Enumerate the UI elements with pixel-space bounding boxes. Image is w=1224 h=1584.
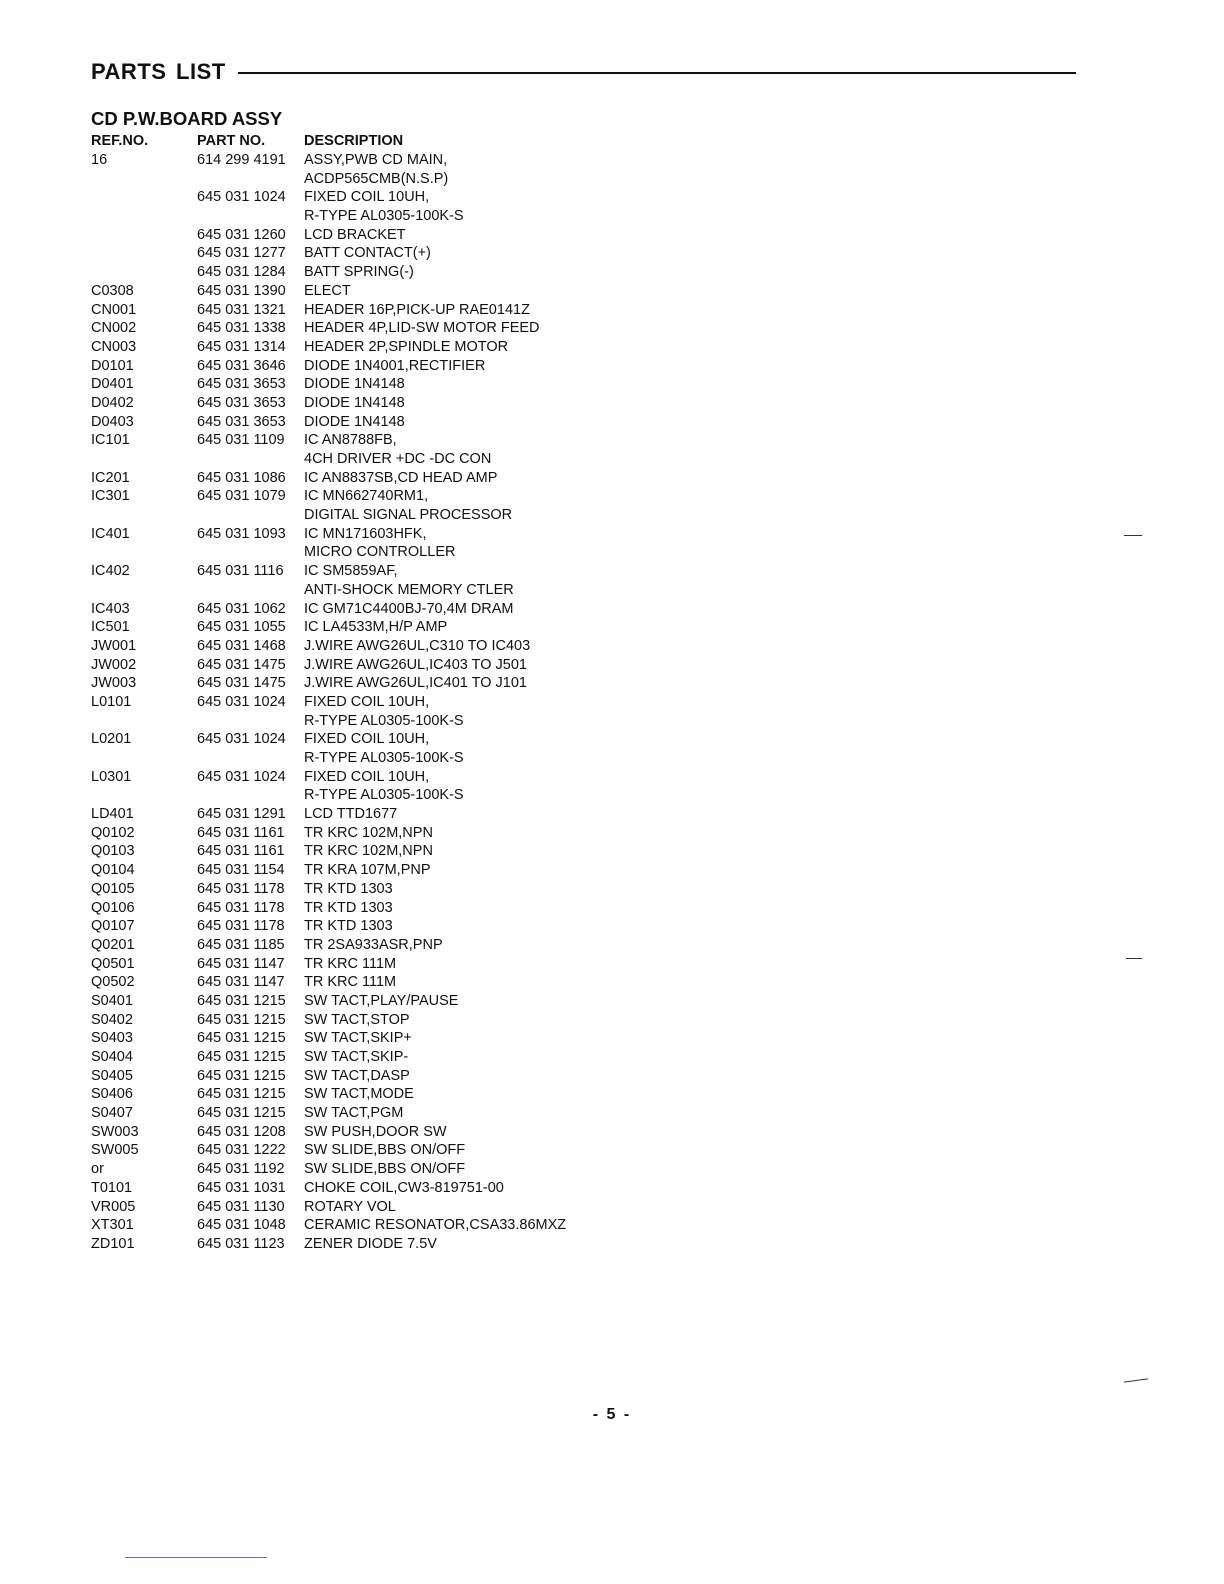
table-row — [0, 917, 1224, 936]
scan-mark — [1124, 1378, 1148, 1382]
part-no-cell: 645 031 1208 — [197, 1123, 286, 1140]
ref-no-cell: S0406 — [91, 1086, 133, 1103]
table-row — [0, 824, 1224, 843]
table-row — [0, 1198, 1224, 1217]
part-no-cell: 645 031 1130 — [197, 1198, 285, 1215]
table-row — [0, 618, 1224, 637]
part-no-cell: 645 031 1086 — [197, 469, 286, 486]
part-no-cell: 645 031 1192 — [197, 1161, 285, 1178]
part-no-cell: 645 031 1048 — [197, 1217, 286, 1234]
part-no-cell: 645 031 1031 — [197, 1179, 286, 1196]
table-row — [0, 656, 1224, 675]
description-cell: DIODE 1N4148 — [304, 376, 405, 393]
part-no-cell: 645 031 1222 — [197, 1142, 286, 1159]
description-cell: ELECT — [304, 282, 351, 299]
table-row — [0, 955, 1224, 974]
table-row — [0, 992, 1224, 1011]
ref-no-cell: IC402 — [91, 563, 130, 580]
part-no-cell: 645 031 1284 — [197, 264, 286, 281]
table-row — [0, 693, 1224, 712]
table-row — [0, 394, 1224, 413]
table-row — [0, 880, 1224, 899]
description-cell: SW SLIDE,BBS ON/OFF — [304, 1161, 466, 1178]
part-no-cell: 645 031 1116 — [197, 563, 284, 580]
description-cell: DIGITAL SIGNAL PROCESSOR — [304, 507, 513, 524]
page-number: - 5 - — [592, 1406, 632, 1423]
part-no-cell: 645 031 1185 — [197, 936, 285, 953]
description-cell: IC MN662740RM1, — [304, 488, 429, 505]
description-cell: DIODE 1N4148 — [304, 394, 405, 411]
table-row — [0, 805, 1224, 824]
part-no-cell: 645 031 1215 — [197, 1067, 286, 1084]
table-row — [0, 749, 1224, 768]
ref-no-cell: Q0102 — [91, 824, 135, 841]
ref-no-cell: Q0106 — [91, 899, 135, 916]
part-no-cell: 645 031 1314 — [197, 338, 286, 355]
description-cell: J.WIRE AWG26UL,IC403 TO J501 — [304, 656, 527, 673]
table-row — [0, 338, 1224, 357]
description-cell: ACDP565CMB(N.S.P) — [304, 170, 449, 187]
ref-no-cell: S0404 — [91, 1049, 133, 1065]
table-row — [0, 226, 1224, 245]
description-cell: LCD BRACKET — [304, 226, 406, 243]
ref-no-cell: L0301 — [91, 768, 132, 785]
part-no-cell: 645 031 1277 — [197, 245, 286, 262]
table-row — [0, 600, 1224, 619]
ref-no-cell: Q0201 — [91, 936, 135, 953]
part-no-cell: 645 031 1161 — [197, 824, 285, 841]
ref-no-cell: C0308 — [91, 282, 134, 299]
description-cell: TR KRC 111M — [304, 974, 397, 991]
scan-mark — [1124, 535, 1142, 536]
table-row — [0, 562, 1224, 581]
ref-no-cell: IC201 — [91, 469, 130, 486]
part-no-cell: 645 031 1024 — [197, 731, 286, 748]
table-row — [0, 506, 1224, 525]
ref-no-cell: JW001 — [91, 637, 137, 654]
ref-no-cell: 16 — [91, 152, 108, 168]
ref-no-cell: D0401 — [91, 376, 134, 393]
table-row — [0, 525, 1224, 544]
description-cell: FIXED COIL 10UH, — [304, 768, 430, 785]
part-no-cell: 645 031 1178 — [197, 918, 285, 935]
table-row — [0, 842, 1224, 861]
part-no-cell: 645 031 3653 — [197, 376, 286, 393]
ref-no-cell: IC403 — [91, 600, 130, 617]
description-cell: MICRO CONTROLLER — [304, 544, 456, 561]
ref-no-cell: JW003 — [91, 675, 137, 692]
ref-no-cell: Q0107 — [91, 918, 135, 935]
table-row — [0, 768, 1224, 787]
section-title: CD P.W.BOARD ASSY — [91, 108, 283, 129]
table-row — [0, 170, 1224, 189]
part-no-cell: 645 031 1178 — [197, 880, 285, 897]
description-cell: SW PUSH,DOOR SW — [304, 1123, 447, 1140]
part-no-cell: 645 031 1055 — [197, 619, 286, 636]
table-row — [0, 207, 1224, 226]
part-no-cell: 645 031 3646 — [197, 357, 286, 374]
description-cell: R-TYPE AL0305-100K-S — [304, 208, 464, 225]
column-header-ref: REF.NO. — [91, 133, 149, 149]
table-row — [0, 861, 1224, 880]
part-no-cell: 645 031 1338 — [197, 320, 286, 337]
description-cell: J.WIRE AWG26UL,IC401 TO J101 — [304, 675, 527, 692]
description-cell: SW TACT,MODE — [304, 1086, 414, 1103]
scan-mark — [1126, 958, 1142, 959]
ref-no-cell: or — [91, 1161, 104, 1178]
part-no-cell: 645 031 1468 — [197, 637, 286, 654]
ref-no-cell: Q0105 — [91, 880, 135, 897]
table-row — [0, 1160, 1224, 1179]
description-cell: R-TYPE AL0305-100K-S — [304, 712, 464, 729]
description-cell: HEADER 16P,PICK-UP RAE0141Z — [304, 301, 530, 318]
description-cell: CERAMIC RESONATOR,CSA33.86MXZ — [304, 1217, 567, 1234]
part-no-cell: 645 031 1123 — [197, 1235, 285, 1252]
ref-no-cell: D0403 — [91, 413, 134, 430]
table-row — [0, 319, 1224, 338]
part-no-cell: 645 031 3653 — [197, 413, 286, 430]
description-cell: HEADER 2P,SPINDLE MOTOR — [304, 338, 509, 355]
description-cell: SW TACT,SKIP- — [304, 1049, 409, 1065]
column-header-description: DESCRIPTION — [304, 133, 404, 149]
title-rule — [238, 72, 1076, 74]
description-cell: IC AN8788FB, — [304, 432, 397, 449]
part-no-cell: 645 031 1291 — [197, 806, 286, 823]
parts-table — [0, 151, 1224, 1254]
table-row — [0, 973, 1224, 992]
table-row — [0, 581, 1224, 600]
ref-no-cell: XT301 — [91, 1217, 134, 1234]
part-no-cell: 645 031 1215 — [197, 1049, 286, 1065]
table-row — [0, 487, 1224, 506]
part-no-cell: 614 299 4191 — [197, 152, 286, 168]
table-row — [0, 1141, 1224, 1160]
description-cell: 4CH DRIVER +DC -DC CON — [304, 451, 492, 467]
table-row — [0, 1048, 1224, 1067]
table-row — [0, 1216, 1224, 1235]
part-no-cell: 645 031 1154 — [197, 862, 285, 879]
description-cell: IC SM5859AF, — [304, 563, 398, 580]
description-cell: TR KTD 1303 — [304, 899, 393, 916]
description-cell: LCD TTD1677 — [304, 806, 398, 823]
description-cell: TR 2SA933ASR,PNP — [304, 936, 443, 953]
table-row — [0, 263, 1224, 282]
description-cell: TR KTD 1303 — [304, 880, 393, 897]
part-no-cell: 645 031 1390 — [197, 282, 286, 299]
description-cell: FIXED COIL 10UH, — [304, 189, 430, 206]
description-cell: DIODE 1N4148 — [304, 413, 405, 430]
ref-no-cell: IC401 — [91, 525, 130, 542]
table-row — [0, 674, 1224, 693]
table-row — [0, 730, 1224, 749]
table-row — [0, 1123, 1224, 1142]
description-cell: HEADER 4P,LID-SW MOTOR FEED — [304, 320, 540, 337]
part-no-cell: 645 031 1215 — [197, 1105, 286, 1122]
ref-no-cell: Q0104 — [91, 862, 135, 879]
table-row — [0, 151, 1224, 170]
description-cell: ROTARY VOL — [304, 1198, 396, 1215]
description-cell: DIODE 1N4001,RECTIFIER — [304, 357, 486, 374]
ref-no-cell: Q0502 — [91, 974, 135, 991]
part-no-cell: 645 031 1062 — [197, 600, 286, 617]
description-cell: J.WIRE AWG26UL,C310 TO IC403 — [304, 637, 531, 654]
part-no-cell: 645 031 1178 — [197, 899, 285, 916]
description-cell: BATT CONTACT(+) — [304, 245, 431, 262]
ref-no-cell: CN003 — [91, 338, 137, 355]
page-header — [91, 58, 1076, 86]
part-no-cell: 645 031 1475 — [197, 675, 286, 692]
ref-no-cell: S0401 — [91, 992, 133, 1009]
description-cell: SW TACT,PLAY/PAUSE — [304, 992, 459, 1009]
part-no-cell: 645 031 1024 — [197, 189, 286, 206]
description-cell: TR KRC 111M — [304, 955, 397, 972]
bottom-rule — [125, 1557, 267, 1558]
part-no-cell: 645 031 1024 — [197, 768, 286, 785]
table-row — [0, 786, 1224, 805]
description-cell: SW TACT,STOP — [304, 1011, 410, 1028]
description-cell: SW TACT,DASP — [304, 1067, 410, 1084]
table-row — [0, 936, 1224, 955]
ref-no-cell: IC501 — [91, 619, 130, 636]
description-cell: R-TYPE AL0305-100K-S — [304, 787, 464, 804]
description-cell: IC MN171603HFK, — [304, 525, 427, 542]
description-cell: R-TYPE AL0305-100K-S — [304, 750, 464, 766]
description-cell: BATT SPRING(-) — [304, 264, 414, 281]
ref-no-cell: CN001 — [91, 301, 137, 318]
table-row — [0, 712, 1224, 731]
ref-no-cell: Q0103 — [91, 843, 135, 860]
ref-no-cell: S0402 — [91, 1011, 133, 1028]
part-no-cell: 645 031 1147 — [197, 974, 285, 991]
ref-no-cell: VR005 — [91, 1198, 136, 1215]
part-no-cell: 645 031 1475 — [197, 656, 286, 673]
ref-no-cell: LD401 — [91, 806, 134, 823]
ref-no-cell: S0407 — [91, 1105, 133, 1122]
table-row — [0, 1067, 1224, 1086]
description-cell: ZENER DIODE 7.5V — [304, 1235, 437, 1252]
table-row — [0, 637, 1224, 656]
ref-no-cell: SW003 — [91, 1123, 139, 1140]
ref-no-cell: L0101 — [91, 693, 132, 710]
part-no-cell: 645 031 1079 — [197, 488, 286, 505]
table-row — [0, 543, 1224, 562]
description-cell: IC GM71C4400BJ-70,4M DRAM — [304, 600, 514, 617]
table-row — [0, 1104, 1224, 1123]
part-no-cell: 645 031 3653 — [197, 394, 286, 411]
table-row — [0, 431, 1224, 450]
table-row — [0, 469, 1224, 488]
part-no-cell: 645 031 1109 — [197, 432, 285, 449]
description-cell: ASSY,PWB CD MAIN, — [304, 152, 448, 168]
part-no-cell: 645 031 1215 — [197, 1030, 286, 1047]
ref-no-cell: JW002 — [91, 656, 137, 673]
table-row — [0, 1011, 1224, 1030]
description-cell: SW TACT,SKIP+ — [304, 1030, 412, 1047]
description-cell: IC AN8837SB,CD HEAD AMP — [304, 469, 498, 486]
part-no-cell: 645 031 1147 — [197, 955, 285, 972]
ref-no-cell: ZD101 — [91, 1235, 135, 1252]
description-cell: TR KTD 1303 — [304, 918, 393, 935]
table-row — [0, 899, 1224, 918]
part-no-cell: 645 031 1215 — [197, 1086, 286, 1103]
description-cell: IC LA4533M,H/P AMP — [304, 619, 448, 636]
ref-no-cell: IC101 — [91, 432, 130, 449]
part-no-cell: 645 031 1161 — [197, 843, 285, 860]
table-row — [0, 188, 1224, 207]
part-no-cell: 645 031 1024 — [197, 693, 286, 710]
description-cell: ANTI-SHOCK MEMORY CTLER — [304, 581, 514, 598]
column-header-part: PART NO. — [197, 133, 266, 149]
part-no-cell: 645 031 1215 — [197, 992, 286, 1009]
part-no-cell: 645 031 1260 — [197, 226, 286, 243]
table-row — [0, 357, 1224, 376]
ref-no-cell: D0402 — [91, 394, 134, 411]
ref-no-cell: CN002 — [91, 320, 137, 337]
table-row — [0, 1179, 1224, 1198]
page-title: PARTS LIST — [91, 59, 226, 84]
description-cell: SW TACT,PGM — [304, 1105, 404, 1122]
table-row — [0, 375, 1224, 394]
description-cell: FIXED COIL 10UH, — [304, 731, 430, 748]
table-row — [0, 450, 1224, 469]
ref-no-cell: L0201 — [91, 731, 132, 748]
table-row — [0, 413, 1224, 432]
description-cell: TR KRA 107M,PNP — [304, 862, 431, 879]
ref-no-cell: T0101 — [91, 1179, 133, 1196]
table-row — [0, 301, 1224, 320]
table-row — [0, 1085, 1224, 1104]
ref-no-cell: D0101 — [91, 357, 134, 374]
part-no-cell: 645 031 1215 — [197, 1011, 286, 1028]
ref-no-cell: SW005 — [91, 1142, 139, 1159]
ref-no-cell: IC301 — [91, 488, 130, 505]
description-cell: CHOKE COIL,CW3-819751-00 — [304, 1179, 504, 1196]
ref-no-cell: Q0501 — [91, 955, 135, 972]
description-cell: FIXED COIL 10UH, — [304, 693, 430, 710]
description-cell: TR KRC 102M,NPN — [304, 843, 433, 860]
part-no-cell: 645 031 1093 — [197, 525, 286, 542]
description-cell: TR KRC 102M,NPN — [304, 824, 433, 841]
table-row — [0, 244, 1224, 263]
column-headers — [0, 132, 1224, 151]
table-row — [0, 1235, 1224, 1254]
ref-no-cell: S0405 — [91, 1067, 133, 1084]
ref-no-cell: S0403 — [91, 1030, 133, 1047]
part-no-cell: 645 031 1321 — [197, 301, 286, 318]
description-cell: SW SLIDE,BBS ON/OFF — [304, 1142, 466, 1159]
table-row — [0, 282, 1224, 301]
table-row — [0, 1029, 1224, 1048]
